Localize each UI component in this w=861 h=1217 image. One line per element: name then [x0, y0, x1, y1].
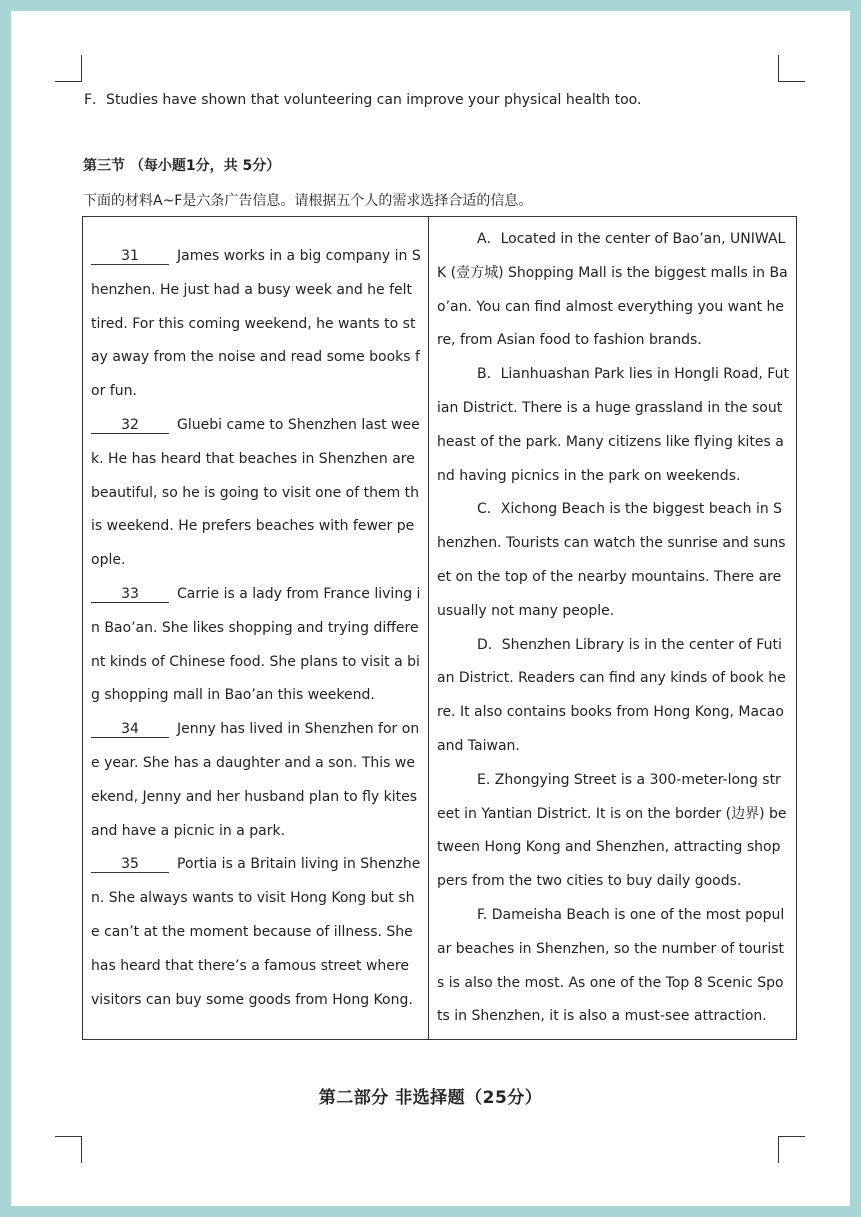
option-f: F. Dameisha Beach is one of the most popular beaches in Shenzhen, so the number of tourists is also the most. As one of the Top 8 Scenic Spots in Shenzhen, it is also a must-see attraction. [437, 906, 785, 1025]
person-item [91, 409, 421, 578]
answer-blank[interactable]: 33 [91, 586, 169, 603]
section-instruction: 下面的材料A~F是六条广告信息。请根据五个人的需求选择合适的信息。 [83, 193, 533, 209]
crop-mark-bottom-right [778, 1136, 805, 1163]
crop-mark-bottom-left [55, 1136, 82, 1163]
section-title: 第三节 （每小题1分，共 5分） [83, 158, 281, 174]
person-text: Jenny has lived in Shenzhen for one year. She has a daughter and a son. This weekend, Jenny and her husband plan to fly kites and have a picnic in a park. [91, 721, 420, 839]
matching-table [82, 216, 797, 1040]
people-column [91, 217, 421, 1017]
reading-option-f: F．Studies have shown that volunteering can improve your physical health too. [84, 92, 642, 108]
person-text: Carrie is a lady from France living in Bao’an. She likes shopping and trying different kinds of Chinese food. She plans to visit a big shopping mall in Bao’an this weekend. [91, 585, 421, 704]
crop-mark-top-left [55, 55, 82, 82]
answer-blank[interactable]: 34 [91, 721, 169, 738]
person-item [91, 713, 421, 848]
answer-blank[interactable]: 35 [91, 856, 169, 873]
answer-blank[interactable]: 32 [91, 417, 169, 434]
table-divider [428, 217, 429, 1039]
option-e: E. Zhongying Street is a 300-meter-long street in Yantian District. It is on the border (边界) between Hong Kong and Shenzhen, attracting shoppers from the two cities to buy daily goods. [437, 771, 787, 890]
option-d: D．Shenzhen Library is in the center of Futian District. Readers can find any kinds of book here. It also contains books from Hong Kong, Macao and Taiwan. [437, 636, 786, 754]
person-item [91, 578, 421, 713]
answer-blank[interactable]: 31 [91, 248, 169, 265]
crop-mark-top-right [778, 55, 805, 82]
option-c: C．Xichong Beach is the biggest beach in Shenzhen. Tourists can watch the sunrise and sunset on the top of the nearby mountains. There are usually not many people. [437, 501, 786, 619]
options-column [437, 217, 789, 1034]
person-item [91, 240, 421, 409]
person-item [91, 848, 421, 1017]
option-b: B．Lianhuashan Park lies in Hongli Road, Futian District. There is a huge grassland in the southeast of the park. Many citizens like flying kites and having picnics in the park on weekends. [437, 366, 789, 484]
person-text: James works in a big company in Shenzhen. He just had a busy week and he felt tired. For this coming weekend, he wants to stay away from the noise and read some books for fun. [91, 248, 421, 400]
person-text: Gluebi came to Shenzhen last week. He has heard that beaches in Shenzhen are beautiful, so he is going to visit one of them this weekend. He prefers beaches with fewer people. [91, 416, 420, 569]
person-text: Portia is a Britain living in Shenzhen. She always wants to visit Hong Kong but she can’t at the moment because of illness. She has heard that there’s a famous street where visitors can buy some goods from Hong Kong. [91, 856, 421, 1008]
part-two-heading: 第二部分 非选择题（25分） [318, 1088, 543, 1108]
option-a: A．Located in the center of Bao’an, UNIWALK (壹方城) Shopping Mall is the biggest malls in Bao’an. You can find almost everything you want here, from Asian food to fashion brands. [437, 231, 788, 349]
